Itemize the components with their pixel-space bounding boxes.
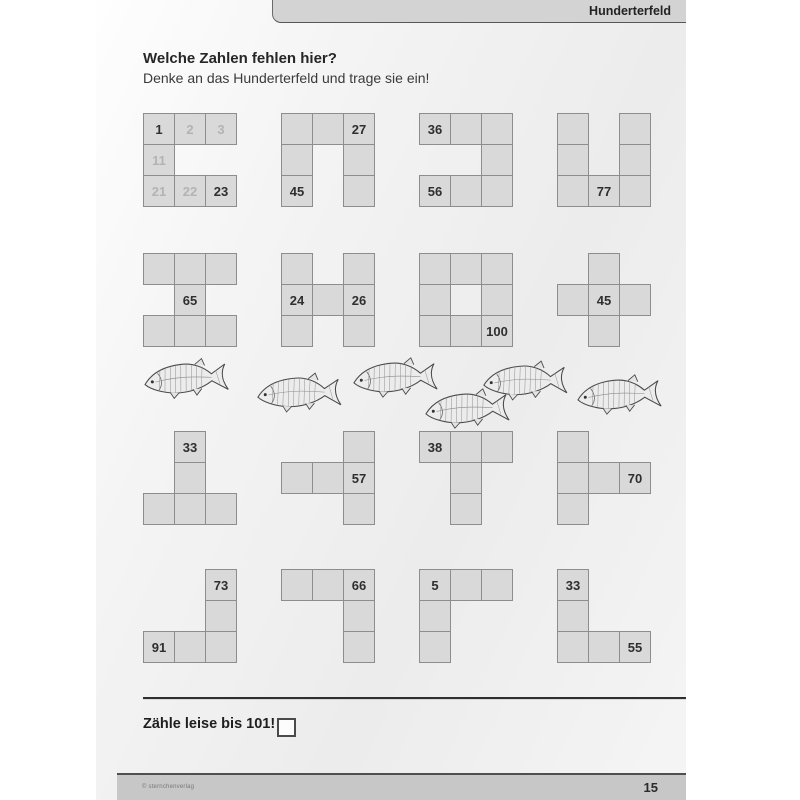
grid-cell-empty[interactable] [343, 431, 375, 463]
grid-cell-empty[interactable] [557, 631, 589, 663]
grid-cell-empty[interactable] [281, 253, 313, 285]
puzzle-grid-t [419, 431, 513, 525]
grid-cell-given-number: 1 [143, 113, 175, 145]
grid-cell-empty[interactable] [205, 600, 237, 632]
header-tab [272, 0, 686, 23]
grid-cell-given-number: 23 [205, 175, 237, 207]
grid-cell-empty[interactable] [143, 493, 175, 525]
puzzle-grid-c [143, 113, 237, 207]
grid-cell-example-number: 22 [174, 175, 206, 207]
grid-cell-empty[interactable] [281, 144, 313, 176]
grid-cell-empty[interactable] [281, 569, 313, 601]
grid-cell-empty[interactable] [419, 631, 451, 663]
grid-cell-empty[interactable] [343, 493, 375, 525]
grid-cell-empty[interactable] [557, 493, 589, 525]
grid-cell-empty[interactable] [312, 462, 344, 494]
grid-cell-given-number: 45 [281, 175, 313, 207]
grid-cell-given-number: 91 [143, 631, 175, 663]
page-subtitle: Denke an das Hunderterfeld und trage sie ein! [143, 70, 430, 86]
grid-cell-empty[interactable] [174, 631, 206, 663]
grid-cell-example-number: 11 [143, 144, 175, 176]
grid-cell-empty[interactable] [343, 631, 375, 663]
fish-icon [255, 369, 344, 416]
grid-cell-empty[interactable] [481, 113, 513, 145]
grid-cell-empty[interactable] [281, 315, 313, 347]
grid-cell-given-number: 33 [557, 569, 589, 601]
bottom-task-label: Zähle leise bis 101! [143, 716, 276, 732]
puzzle-grid-l [557, 569, 651, 663]
grid-cell-empty[interactable] [557, 144, 589, 176]
grid-cell-empty[interactable] [557, 462, 589, 494]
puzzle-grid-t-left [281, 431, 375, 525]
copyright-text: © sternchenverlag [142, 784, 195, 790]
grid-cell-given-number: 33 [174, 431, 206, 463]
grid-cell-empty[interactable] [450, 253, 482, 285]
grid-cell-given-number: 38 [419, 431, 451, 463]
grid-cell-empty[interactable] [174, 462, 206, 494]
grid-cell-empty[interactable] [619, 144, 651, 176]
puzzle-grid-l-mirrored [143, 569, 237, 663]
grid-cell-empty[interactable] [419, 315, 451, 347]
grid-cell-given-number: 70 [619, 462, 651, 494]
fish-icon [575, 371, 665, 420]
grid-cell-empty[interactable] [481, 431, 513, 463]
puzzle-grid-gamma [419, 569, 513, 663]
grid-cell-empty[interactable] [450, 493, 482, 525]
grid-cell-empty[interactable] [557, 600, 589, 632]
grid-cell-empty[interactable] [143, 315, 175, 347]
puzzle-grid-plus [557, 253, 651, 347]
puzzle-grid-pi [281, 113, 375, 207]
grid-cell-empty[interactable] [481, 144, 513, 176]
page-number: 15 [643, 780, 658, 795]
grid-cell-given-number: 57 [343, 462, 375, 494]
grid-cell-given-number: 77 [588, 175, 620, 207]
grid-cell-empty[interactable] [450, 113, 482, 145]
puzzle-grid-ring [419, 253, 513, 347]
grid-cell-empty[interactable] [312, 569, 344, 601]
grid-cell-empty[interactable] [343, 315, 375, 347]
grid-cell-empty[interactable] [450, 315, 482, 347]
grid-cell-empty[interactable] [281, 113, 313, 145]
grid-cell-empty[interactable] [419, 600, 451, 632]
grid-cell-empty[interactable] [174, 253, 206, 285]
puzzle-grid-u [557, 113, 651, 207]
fish-icon [142, 354, 233, 404]
grid-cell-empty[interactable] [205, 315, 237, 347]
puzzle-grid-i-beam [143, 253, 237, 347]
grid-cell-empty[interactable] [481, 569, 513, 601]
grid-cell-empty[interactable] [557, 431, 589, 463]
grid-cell-empty[interactable] [343, 253, 375, 285]
task-checkbox[interactable] [277, 718, 296, 737]
grid-cell-empty[interactable] [174, 493, 206, 525]
puzzle-grid-c-mirrored [419, 113, 513, 207]
grid-cell-empty[interactable] [481, 284, 513, 316]
worksheet-page [96, 0, 686, 800]
grid-cell-given-number: 66 [343, 569, 375, 601]
grid-cell-empty[interactable] [481, 175, 513, 207]
puzzle-grid-t-right [557, 431, 651, 525]
grid-cell-empty[interactable] [205, 253, 237, 285]
grid-cell-given-number: 100 [481, 315, 513, 347]
grid-cell-empty[interactable] [557, 175, 589, 207]
grid-cell-example-number: 2 [174, 113, 206, 145]
grid-cell-empty[interactable] [419, 284, 451, 316]
grid-cell-example-number: 21 [143, 175, 175, 207]
grid-cell-empty[interactable] [481, 253, 513, 285]
grid-cell-empty[interactable] [588, 315, 620, 347]
section-divider [143, 697, 686, 699]
footer-bar [117, 773, 686, 800]
grid-cell-empty[interactable] [557, 284, 589, 316]
grid-cell-empty[interactable] [557, 113, 589, 145]
grid-cell-given-number: 56 [419, 175, 451, 207]
grid-cell-given-number: 5 [419, 569, 451, 601]
grid-cell-empty[interactable] [419, 253, 451, 285]
fish-icon [481, 357, 570, 404]
grid-cell-empty[interactable] [312, 113, 344, 145]
grid-cell-empty[interactable] [450, 175, 482, 207]
grid-cell-empty[interactable] [205, 631, 237, 663]
grid-cell-empty[interactable] [588, 631, 620, 663]
grid-cell-empty[interactable] [450, 569, 482, 601]
grid-cell-given-number: 73 [205, 569, 237, 601]
grid-cell-given-number: 65 [174, 284, 206, 316]
grid-cell-empty[interactable] [619, 175, 651, 207]
grid-cell-given-number: 36 [419, 113, 451, 145]
grid-cell-given-number: 26 [343, 284, 375, 316]
grid-cell-empty[interactable] [588, 462, 620, 494]
grid-cell-empty[interactable] [450, 431, 482, 463]
grid-cell-given-number: 45 [588, 284, 620, 316]
grid-cell-empty[interactable] [143, 253, 175, 285]
puzzle-grid-h [281, 253, 375, 347]
grid-cell-empty[interactable] [174, 315, 206, 347]
grid-cell-empty[interactable] [205, 493, 237, 525]
grid-cell-empty[interactable] [450, 462, 482, 494]
grid-cell-empty[interactable] [343, 600, 375, 632]
page-title: Welche Zahlen fehlen hier? [143, 50, 337, 67]
grid-cell-empty[interactable] [281, 462, 313, 494]
grid-cell-empty[interactable] [588, 253, 620, 285]
grid-cell-empty[interactable] [343, 175, 375, 207]
grid-cell-empty[interactable] [619, 284, 651, 316]
grid-cell-empty[interactable] [343, 144, 375, 176]
grid-cell-empty[interactable] [619, 113, 651, 145]
puzzle-grid-seven [281, 569, 375, 663]
puzzle-grid-t-inverted [143, 431, 237, 525]
grid-cell-example-number: 3 [205, 113, 237, 145]
grid-cell-given-number: 27 [343, 113, 375, 145]
grid-cell-given-number: 55 [619, 631, 651, 663]
grid-cell-empty[interactable] [312, 284, 344, 316]
grid-cell-given-number: 24 [281, 284, 313, 316]
header-tab-label: Hunderterfeld [589, 4, 671, 18]
